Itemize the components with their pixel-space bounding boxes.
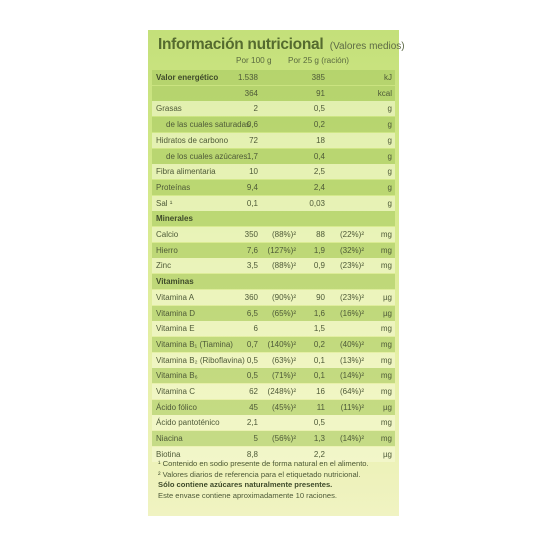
unit-label: g — [387, 182, 392, 192]
nutrient-label: Vitamina B₁ (Tiamina) — [156, 339, 233, 349]
value-per-serving: 2,4 — [313, 182, 325, 192]
percent-per-100g: (45%)² — [271, 402, 296, 412]
percent-per-100g: (65%)² — [271, 308, 296, 318]
table-row — [152, 196, 395, 211]
value-per-serving: 1,5 — [313, 324, 325, 334]
value-per-serving: 1,6 — [313, 308, 325, 318]
percent-per-serving: (23%)² — [339, 292, 364, 302]
unit-label: mg — [380, 230, 392, 239]
value-per-serving: 0,1 — [313, 355, 325, 365]
unit-label: g — [387, 120, 392, 130]
value-per-serving: 0,4 — [313, 151, 325, 161]
nutrient-label: de las cuales saturadas — [166, 120, 251, 130]
unit-label: g — [387, 135, 392, 145]
value-per-100g: 1.538 — [237, 73, 258, 82]
table-row — [152, 70, 395, 85]
percent-per-100g: (63%)² — [271, 355, 296, 365]
nutrient-label: Calcio — [156, 230, 179, 239]
table-row — [152, 306, 395, 321]
nutrient-label: Vitamina A — [156, 292, 195, 302]
percent-per-serving: (32%)² — [339, 245, 364, 255]
value-per-100g: 0,1 — [246, 198, 258, 208]
unit-label: g — [387, 104, 392, 114]
unit-label: µg — [382, 402, 392, 412]
value-per-100g: 360 — [244, 292, 258, 302]
table-row — [152, 400, 395, 415]
footnotes — [158, 459, 398, 501]
nutrient-label: Sal ¹ — [156, 198, 173, 208]
nutrient-label: Proteínas — [156, 182, 191, 192]
percent-per-100g: (56%)² — [271, 434, 296, 444]
table-row — [152, 290, 395, 305]
value-per-serving: 0,2 — [313, 339, 325, 349]
table-row — [152, 133, 395, 148]
footnote-text: Este envase contiene aproximadamente 10 raciones. — [158, 490, 337, 500]
unit-label: kcal — [377, 88, 392, 98]
column-header-25g: Por 25 g (ración) — [288, 56, 349, 65]
table-row — [152, 431, 395, 446]
percent-per-serving: (16%)² — [339, 308, 364, 318]
table-row — [152, 274, 395, 289]
value-per-100g: 5 — [253, 434, 258, 444]
table-row — [152, 117, 395, 132]
value-per-serving: 0,1 — [313, 371, 325, 381]
value-per-serving: 16 — [316, 387, 325, 396]
unit-label: g — [387, 167, 392, 177]
table-row — [152, 180, 395, 195]
percent-per-serving: (11%)² — [340, 402, 364, 412]
unit-label: µg — [382, 292, 392, 302]
value-per-serving: 1,9 — [313, 245, 325, 255]
percent-per-100g: (248%)² — [267, 387, 296, 396]
value-per-100g: 7,6 — [246, 245, 258, 255]
nutrient-label: Vitamina B₂ (Riboflavina) — [156, 355, 245, 365]
unit-label: mg — [380, 324, 392, 334]
value-per-serving: 0,5 — [313, 418, 325, 428]
value-per-serving: 0,2 — [313, 120, 325, 130]
value-per-serving: 385 — [311, 73, 325, 82]
percent-per-100g: (88%)² — [271, 261, 296, 271]
value-per-100g: 0,7 — [246, 339, 258, 349]
panel-title — [158, 36, 405, 54]
value-per-100g: 364 — [244, 88, 258, 98]
nutrient-label: Valor energético — [156, 73, 219, 82]
title-text: Información nutricional — [158, 36, 324, 53]
value-per-serving: 90 — [316, 292, 325, 302]
percent-per-100g: (140%)² — [267, 339, 296, 349]
value-per-100g: 72 — [249, 135, 258, 145]
percent-per-serving: (23%)² — [339, 261, 364, 271]
unit-label: mg — [380, 434, 392, 444]
table-row — [152, 368, 395, 383]
unit-label: mg — [380, 339, 392, 349]
unit-label: mg — [380, 418, 392, 428]
percent-per-100g: (127%)² — [267, 245, 296, 255]
nutrient-label: Ácido pantoténico — [156, 418, 220, 428]
nutrition-panel — [148, 30, 405, 516]
value-per-100g: 6,5 — [246, 308, 258, 318]
unit-label: mg — [380, 387, 392, 396]
value-per-serving: 0,9 — [313, 261, 325, 271]
value-per-100g: 62 — [249, 387, 258, 396]
percent-per-serving: (14%)² — [339, 371, 364, 381]
table-row — [152, 353, 395, 368]
percent-per-serving: (40%)² — [339, 339, 364, 349]
table-row — [152, 415, 395, 430]
percent-per-100g: (71%)² — [271, 371, 296, 381]
table-row — [152, 211, 395, 226]
unit-label: µg — [382, 449, 392, 459]
value-per-100g: 10 — [249, 167, 258, 177]
column-header-100g: Por 100 g — [236, 56, 272, 65]
value-per-100g: 0,6 — [246, 120, 258, 130]
value-per-100g: 350 — [244, 230, 258, 239]
table-row — [152, 101, 395, 116]
nutrient-label: Minerales — [156, 214, 193, 224]
table-row — [152, 321, 395, 336]
nutrient-label: de los cuales azúcares — [166, 151, 248, 161]
table-row — [152, 258, 395, 273]
unit-label: g — [387, 198, 392, 208]
nutrient-label: Vitamina D — [156, 308, 195, 318]
nutrient-label: Fibra alimentaria — [156, 167, 216, 177]
value-per-100g: 0,5 — [246, 355, 258, 365]
table-row — [152, 227, 395, 242]
nutrient-label: Ácido fólico — [156, 402, 197, 412]
nutrient-label: Vitamina B₆ — [156, 371, 198, 381]
percent-per-serving: (64%)² — [339, 387, 364, 396]
table-row — [152, 149, 395, 164]
nutrient-label: Vitaminas — [156, 277, 194, 287]
table-row — [152, 337, 395, 352]
value-per-serving: 11 — [316, 402, 325, 412]
unit-label: mg — [380, 371, 392, 381]
footnote-text: ² Valores diarios de referencia para el etiquetado nutricional. — [158, 469, 361, 479]
value-per-100g: 2,1 — [246, 418, 258, 428]
unit-label: kJ — [384, 73, 392, 82]
value-per-serving: 18 — [316, 135, 325, 145]
value-per-serving: 2,5 — [313, 167, 325, 177]
unit-label: g — [387, 151, 392, 161]
value-per-100g: 0,5 — [246, 371, 258, 381]
value-per-serving: 2,2 — [313, 449, 325, 459]
value-per-serving: 0,5 — [313, 104, 325, 114]
nutrient-label: Zinc — [156, 261, 172, 271]
unit-label: mg — [380, 261, 392, 271]
nutrient-label: Vitamina C — [156, 387, 195, 396]
value-per-100g: 2 — [253, 104, 258, 114]
footnote-text: ¹ Contenido en sodio presente de forma natural en el alimento. — [158, 459, 369, 468]
table-row — [152, 164, 395, 179]
value-per-serving: 88 — [316, 230, 325, 239]
nutrient-label: Vitamina E — [156, 324, 195, 334]
value-per-100g: 1,7 — [246, 151, 258, 161]
value-per-100g: 8,8 — [246, 449, 258, 459]
value-per-serving: 1,3 — [313, 434, 325, 444]
unit-label: µg — [382, 308, 392, 318]
nutrient-label: Biotina — [156, 449, 181, 459]
table-row — [152, 243, 395, 258]
table-row — [152, 86, 395, 101]
nutrient-label: Grasas — [156, 104, 182, 114]
percent-per-serving: (22%)² — [339, 230, 364, 239]
percent-per-100g: (90%)² — [271, 292, 296, 302]
value-per-100g: 3,5 — [246, 261, 258, 271]
percent-per-serving: (13%)² — [339, 355, 364, 365]
value-per-100g: 9,4 — [246, 182, 258, 192]
value-per-serving: 0,03 — [309, 198, 325, 208]
percent-per-100g: (88%)² — [271, 230, 296, 239]
unit-label: mg — [380, 355, 392, 365]
column-headers — [148, 56, 399, 69]
value-per-100g: 6 — [253, 324, 258, 334]
nutrient-label: Niacina — [156, 434, 183, 444]
value-per-100g: 45 — [249, 402, 258, 412]
unit-label: mg — [380, 245, 392, 255]
nutrient-label: Hidratos de carbono — [156, 135, 229, 145]
footnote-text: Sólo contiene azúcares naturalmente presentes. — [158, 480, 333, 489]
value-per-serving: 91 — [316, 88, 325, 98]
percent-per-serving: (14%)² — [339, 434, 364, 444]
nutrient-label: Hierro — [156, 245, 178, 255]
table-row — [152, 384, 395, 399]
subtitle-text: (Valores medios) — [329, 41, 405, 52]
